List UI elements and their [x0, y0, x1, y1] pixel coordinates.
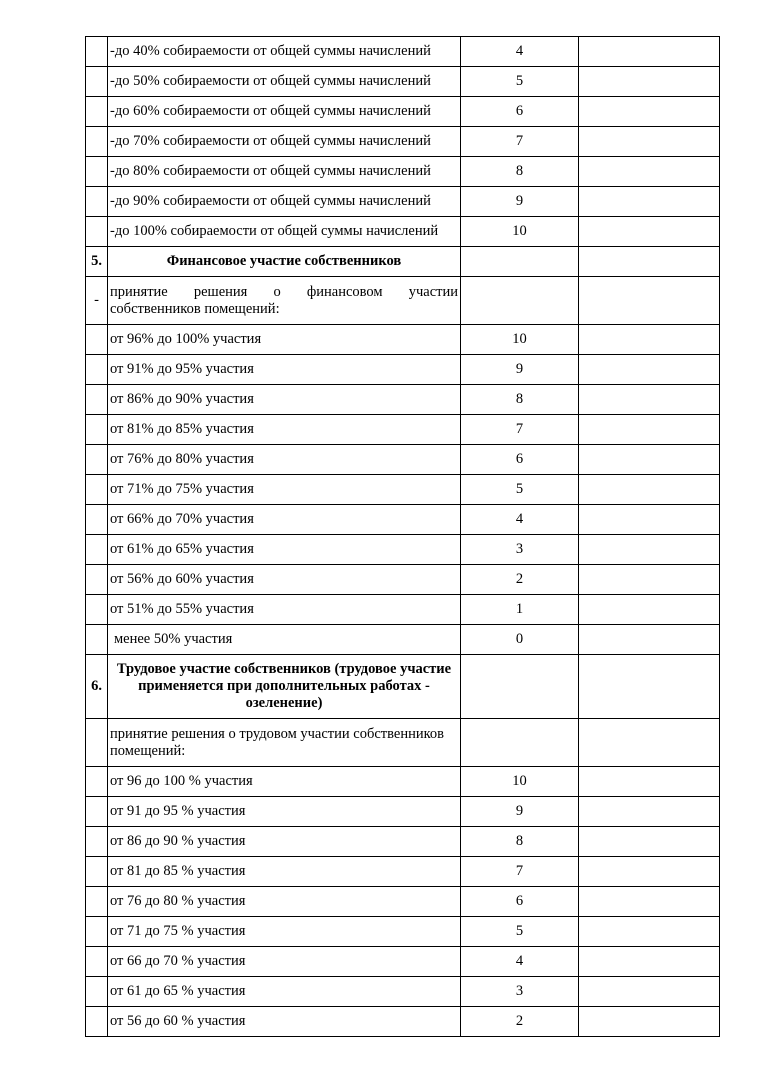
score-cell: 3 — [461, 535, 579, 565]
section-row — [86, 655, 720, 719]
extra-cell — [579, 217, 720, 247]
criterion-text-cell: от 96% до 100% участия — [108, 325, 461, 355]
row-number-cell — [86, 857, 108, 887]
score-cell: 10 — [461, 325, 579, 355]
criterion-text-cell: от 56 до 60 % участия — [108, 1007, 461, 1037]
extra-cell — [579, 857, 720, 887]
criterion-text-cell: -до 70% собираемости от общей суммы начислений — [108, 127, 461, 157]
criterion-text-cell: от 86 до 90 % участия — [108, 827, 461, 857]
score-cell: 3 — [461, 977, 579, 1007]
criterion-text-cell: от 91% до 95% участия — [108, 355, 461, 385]
score-cell: 6 — [461, 887, 579, 917]
table-row — [86, 947, 720, 977]
criterion-text-cell: менее 50% участия — [108, 625, 461, 655]
score-cell: 5 — [461, 475, 579, 505]
row-number-cell — [86, 595, 108, 625]
table-row — [86, 535, 720, 565]
row-number-cell: - — [86, 277, 108, 325]
row-number-cell — [86, 217, 108, 247]
criterion-text-cell: -до 100% собираемости от общей суммы начислений — [108, 217, 461, 247]
score-cell: 5 — [461, 67, 579, 97]
table-row — [86, 625, 720, 655]
row-number-cell — [86, 67, 108, 97]
extra-cell — [579, 415, 720, 445]
extra-cell — [579, 37, 720, 67]
criterion-text-cell: от 86% до 90% участия — [108, 385, 461, 415]
criterion-text-cell: от 96 до 100 % участия — [108, 767, 461, 797]
extra-cell — [579, 535, 720, 565]
criterion-text-cell: от 81% до 85% участия — [108, 415, 461, 445]
extra-cell — [579, 277, 720, 325]
row-number-cell — [86, 535, 108, 565]
row-number-cell: 6. — [86, 655, 108, 719]
row-number-cell — [86, 37, 108, 67]
score-cell: 4 — [461, 37, 579, 67]
criterion-text-cell: -до 80% собираемости от общей суммы начислений — [108, 157, 461, 187]
row-number-cell — [86, 97, 108, 127]
table-row — [86, 127, 720, 157]
extra-cell — [579, 595, 720, 625]
row-number-cell — [86, 797, 108, 827]
score-cell: 10 — [461, 767, 579, 797]
score-cell: 2 — [461, 565, 579, 595]
score-cell: 7 — [461, 857, 579, 887]
extra-cell — [579, 655, 720, 719]
criterion-text-cell: -до 50% собираемости от общей суммы начислений — [108, 67, 461, 97]
criterion-text-cell: от 66 до 70 % участия — [108, 947, 461, 977]
table-row — [86, 887, 720, 917]
extra-cell — [579, 719, 720, 767]
row-number-cell — [86, 977, 108, 1007]
table-row — [86, 97, 720, 127]
extra-cell — [579, 887, 720, 917]
table-row — [86, 67, 720, 97]
row-number-cell — [86, 827, 108, 857]
criterion-text-cell: от 81 до 85 % участия — [108, 857, 461, 887]
score-cell: 4 — [461, 947, 579, 977]
row-number-cell — [86, 505, 108, 535]
row-number-cell — [86, 127, 108, 157]
table-row — [86, 595, 720, 625]
criterion-text-cell: от 76 до 80 % участия — [108, 887, 461, 917]
score-cell: 7 — [461, 127, 579, 157]
section-title-cell: Финансовое участие собственников — [108, 247, 461, 277]
row-number-cell — [86, 719, 108, 767]
extra-cell — [579, 157, 720, 187]
score-cell — [461, 277, 579, 325]
score-cell: 6 — [461, 97, 579, 127]
row-number-cell — [86, 415, 108, 445]
extra-cell — [579, 127, 720, 157]
row-number-cell — [86, 565, 108, 595]
extra-cell — [579, 97, 720, 127]
table-row — [86, 857, 720, 887]
score-cell: 8 — [461, 157, 579, 187]
criterion-text-cell: принятие решения о трудовом участии собственников помещений: — [108, 719, 461, 767]
table-row — [86, 767, 720, 797]
extra-cell — [579, 1007, 720, 1037]
row-number-cell — [86, 445, 108, 475]
row-number-cell — [86, 187, 108, 217]
table-row — [86, 977, 720, 1007]
extra-cell — [579, 797, 720, 827]
extra-cell — [579, 355, 720, 385]
criteria-table — [85, 36, 720, 1037]
score-cell: 10 — [461, 217, 579, 247]
criterion-text-cell: -до 40% собираемости от общей суммы начислений — [108, 37, 461, 67]
extra-cell — [579, 977, 720, 1007]
table-row — [86, 1007, 720, 1037]
score-cell: 2 — [461, 1007, 579, 1037]
extra-cell — [579, 947, 720, 977]
table-row — [86, 827, 720, 857]
criterion-text-cell: от 51% до 55% участия — [108, 595, 461, 625]
score-cell: 8 — [461, 827, 579, 857]
extra-cell — [579, 445, 720, 475]
extra-cell — [579, 917, 720, 947]
extra-cell — [579, 767, 720, 797]
score-cell: 4 — [461, 505, 579, 535]
row-number-cell — [86, 385, 108, 415]
row-number-cell — [86, 767, 108, 797]
extra-cell — [579, 827, 720, 857]
extra-cell — [579, 625, 720, 655]
row-number-cell — [86, 947, 108, 977]
score-cell — [461, 655, 579, 719]
score-cell — [461, 247, 579, 277]
criterion-text-cell: от 61% до 65% участия — [108, 535, 461, 565]
score-cell — [461, 719, 579, 767]
row-number-cell — [86, 625, 108, 655]
score-cell: 9 — [461, 187, 579, 217]
table-row — [86, 37, 720, 67]
extra-cell — [579, 325, 720, 355]
table-row — [86, 797, 720, 827]
table-row — [86, 217, 720, 247]
table-row — [86, 445, 720, 475]
score-cell: 7 — [461, 415, 579, 445]
table-row — [86, 355, 720, 385]
table-row — [86, 415, 720, 445]
score-cell: 9 — [461, 355, 579, 385]
criterion-text-cell: принятие решения о финансовом участии собственников помещений: — [108, 277, 461, 325]
row-number-cell — [86, 887, 108, 917]
criterion-text-cell: от 61 до 65 % участия — [108, 977, 461, 1007]
criterion-text-cell: от 91 до 95 % участия — [108, 797, 461, 827]
criterion-text-cell: от 76% до 80% участия — [108, 445, 461, 475]
score-cell: 9 — [461, 797, 579, 827]
score-cell: 5 — [461, 917, 579, 947]
table-row — [86, 565, 720, 595]
extra-cell — [579, 67, 720, 97]
criteria-table-body — [86, 37, 720, 1037]
criterion-text-cell: -до 90% собираемости от общей суммы начислений — [108, 187, 461, 217]
criterion-text-cell: -до 60% собираемости от общей суммы начислений — [108, 97, 461, 127]
criterion-text-cell: от 66% до 70% участия — [108, 505, 461, 535]
row-number-cell — [86, 355, 108, 385]
score-cell: 8 — [461, 385, 579, 415]
table-row — [86, 719, 720, 767]
row-number-cell — [86, 1007, 108, 1037]
row-number-cell — [86, 157, 108, 187]
table-row — [86, 385, 720, 415]
extra-cell — [579, 475, 720, 505]
table-row — [86, 505, 720, 535]
criterion-text-cell: от 71% до 75% участия — [108, 475, 461, 505]
row-number-cell: 5. — [86, 247, 108, 277]
table-row — [86, 325, 720, 355]
score-cell: 1 — [461, 595, 579, 625]
criterion-text-cell: от 71 до 75 % участия — [108, 917, 461, 947]
section-title-cell: Трудовое участие собственников (трудовое участие применяется при дополнительных работах - озеленение) — [108, 655, 461, 719]
row-number-cell — [86, 917, 108, 947]
extra-cell — [579, 247, 720, 277]
extra-cell — [579, 385, 720, 415]
extra-cell — [579, 505, 720, 535]
table-row — [86, 277, 720, 325]
table-row — [86, 157, 720, 187]
section-row — [86, 247, 720, 277]
extra-cell — [579, 187, 720, 217]
extra-cell — [579, 565, 720, 595]
table-row — [86, 475, 720, 505]
row-number-cell — [86, 475, 108, 505]
row-number-cell — [86, 325, 108, 355]
criterion-text-cell: от 56% до 60% участия — [108, 565, 461, 595]
table-row — [86, 187, 720, 217]
table-row — [86, 917, 720, 947]
score-cell: 6 — [461, 445, 579, 475]
score-cell: 0 — [461, 625, 579, 655]
